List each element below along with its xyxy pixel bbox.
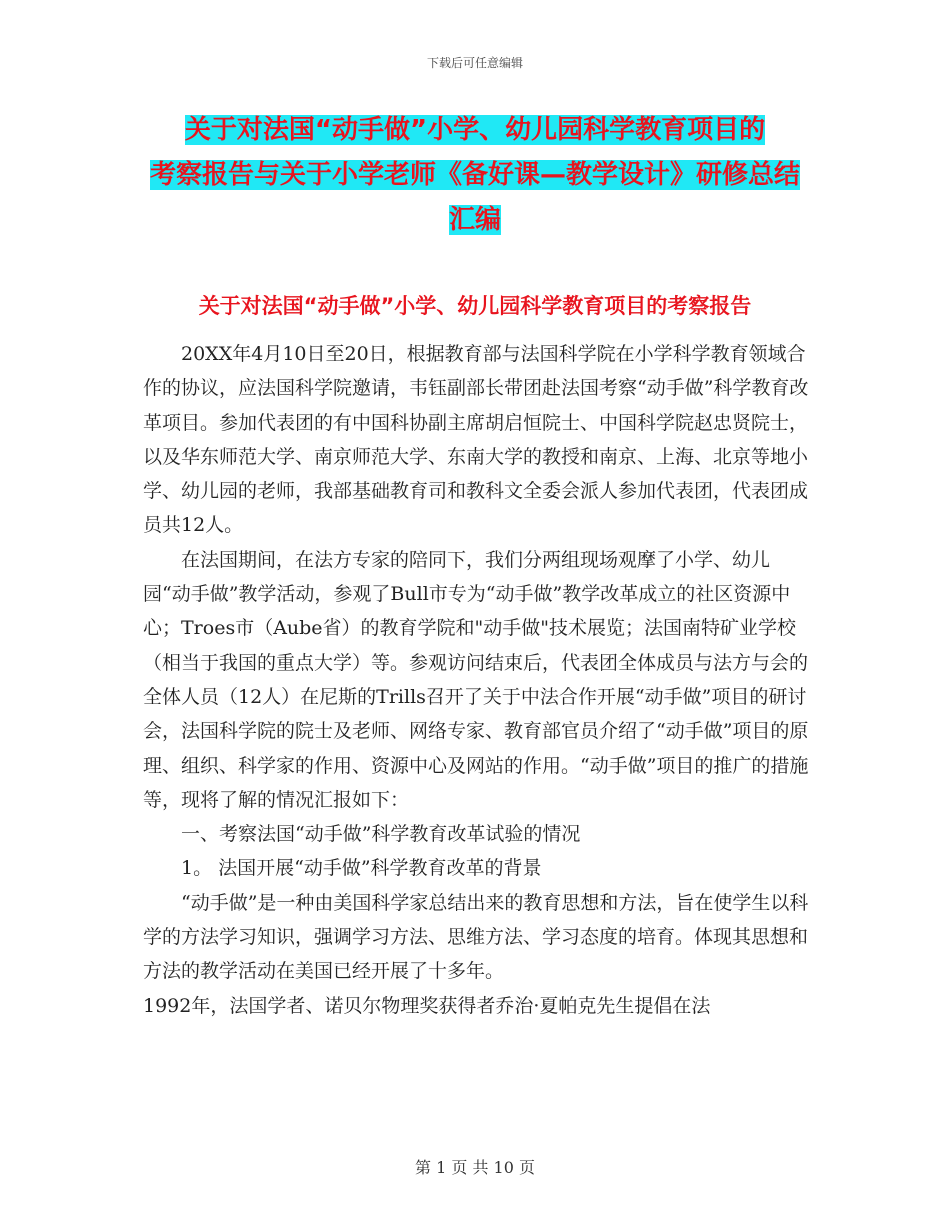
paragraph: 在法国期间，在法方专家的陪同下，我们分两组现场观摩了小学、幼儿园“动手做”教学活动，参观了Bull市专为“动手做”教学改革成立的社区资源中心；Troes市（Aube省）的教育学院和"动手做"技术展览；法国南特矿业学校（相当于我国的重点大学）等。参观访问结束后，代表团全体成员与法方与会的全体人员（12人）在尼斯的Trills召开了关于中法合作开展“动手做”项目的研讨会，法国科学院的院士及老师、网络专家、教育部官员介绍了“动手做”项目的原理、组织、科学家的作用、资源中心及网站的作用。“动手做”项目的推广的措施等，现将了解的情况汇报如下： xyxy=(143,548,809,811)
body-text xyxy=(143,337,813,1023)
title-line-2: 考察报告与关于小学老师《备好课—教学设计》研修总结 xyxy=(149,160,800,190)
paragraph: 1。 法国开展“动手做”科学教育改革的背景 xyxy=(181,857,542,880)
title-line-1: 关于对法国“动手做”小学、幼儿园科学教育项目的 xyxy=(184,115,766,145)
paragraph: 1992年，法国学者、诺贝尔物理奖获得者乔治·夏帕克先生提倡在法 xyxy=(143,994,711,1017)
paragraph: 一、考察法国“动手做”科学教育改革试验的情况 xyxy=(181,823,581,846)
header-note: 下载后可任意编辑 xyxy=(426,56,523,70)
paragraph: “动手做”是一种由美国科学家总结出来的教育思想和方法，旨在使学生以科学的方法学习知识，强调学习方法、思维方法、学习态度的培育。体现其思想和方法的教学活动在美国已经开展了十多年。 xyxy=(143,891,809,983)
document-title xyxy=(130,108,820,243)
paragraph: 20XX年4月10日至20日，根据教育部与法国科学院在小学科学教育领域合作的协议，应法国科学院邀请，韦钰副部长带团赴法国考察“动手做”科学教育改革项目。参加代表团的有中国科协副主席胡启恒院士、中国科学院赵忠贤院士，以及华东师范大学、南京师范大学、东南大学的教授和南京、上海、北京等地小学、幼儿园的老师，我部基础教育司和教科文全委会派人参加代表团，代表团成员共12人。 xyxy=(143,343,809,537)
title-line-3: 汇编 xyxy=(448,205,501,235)
page-number: 第 1 页 共 10 页 xyxy=(415,1158,535,1177)
section-title: 关于对法国“动手做”小学、幼儿园科学教育项目的考察报告 xyxy=(198,294,752,318)
